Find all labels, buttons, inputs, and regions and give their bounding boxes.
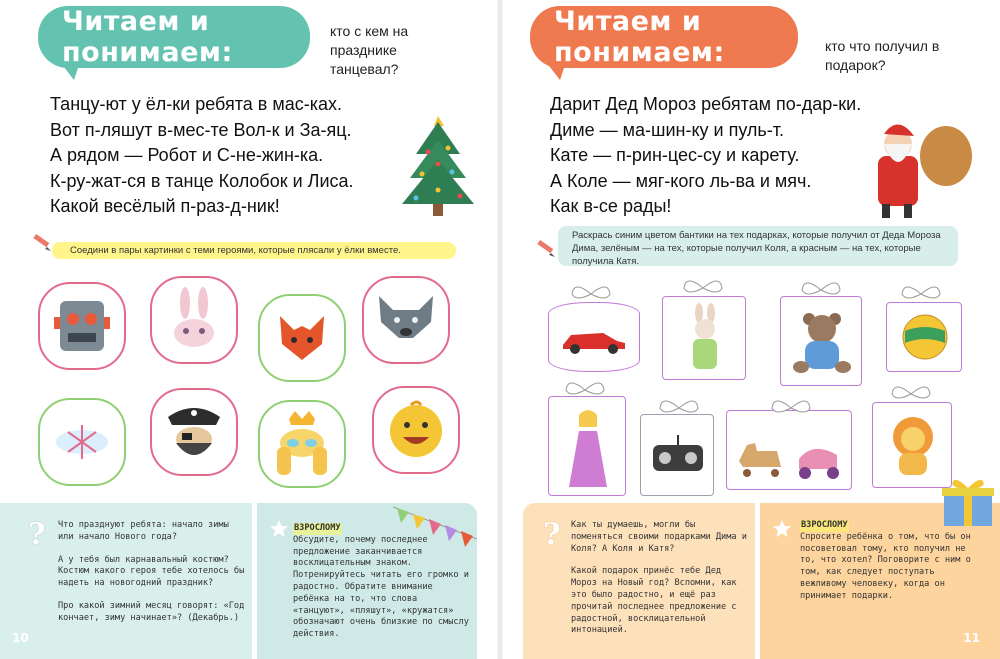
wolf-face-icon: [373, 292, 439, 348]
car-gift[interactable]: [548, 302, 640, 372]
robot-mask[interactable]: [38, 282, 126, 370]
question-mark-icon: ?: [543, 517, 561, 552]
santa-claus-illustration: [858, 116, 974, 220]
left-header-title: Читаем и понимаем:: [62, 6, 233, 68]
panel-question: Как ты думаешь, могли бы поменяться своими подарками Дима и Коля? А Коля и Катя?: [571, 520, 747, 554]
left-task-instruction: Соедини в пары картинки с теми героями, которые плясали у ёлки вместе.: [52, 242, 456, 259]
teddy-bear-icon: [791, 309, 853, 379]
kolobok-mask[interactable]: [372, 386, 460, 474]
panel-question: Какой подарок принёс тебе Дед Мороз на Новый год? Вспомни, как это было радостно, и ещё раз прочитай последнее предложение с радостной, восклицательной интонацией.: [571, 566, 737, 636]
red-car-icon: [559, 325, 629, 355]
bunny-gift[interactable]: [662, 296, 746, 380]
right-page: [500, 0, 1000, 659]
adult-label: ВЗРОСЛОМУ: [801, 520, 848, 530]
poem-line: А рядом — Робот и С-не-жин-ка.: [50, 145, 324, 165]
right-header-bubble: [530, 6, 798, 68]
right-adult-text: Спросите ребёнка о том, что бы он посоветовал тому, кто получил не то, что хотел? Поговорите с ним о том, как следует поступать вежливому человеку, когда он принимает подарки.: [800, 531, 971, 601]
fox-face-icon: [272, 310, 332, 366]
left-adult-text: Обсудите, почему последнее предложение заканчивается восклицательным знаком. Потренируйтесь читать его громко и радостно. Обратите внимание ребёнка на то, что слова «танцуют», «пляшут», «кружатся» обозначают очень близкие по смыслу действия.: [293, 534, 469, 640]
bow-outline[interactable]: [898, 282, 944, 304]
left-poem: [50, 92, 410, 220]
left-bubble-tail: [60, 62, 80, 80]
right-page-number: 11: [963, 631, 980, 645]
right-adult-text-block: [800, 520, 980, 603]
left-question: кто с кем на празднике танцевал?: [330, 23, 409, 77]
bunny-toy-icon: [683, 303, 727, 377]
bow-outline[interactable]: [656, 396, 702, 418]
panel-question: Про какой зимний месяц говорят: «Год кончает, зиму начинает»? (Декабрь.): [58, 600, 245, 623]
right-task-instruction: Раскрась синим цветом бантики на тех подарках, которые получил от Деда Мороза Дима, зелёным — на тех, которые получил Коля, а красным — на тех, которые получила Катя.: [558, 226, 958, 266]
crown-mask-icon: [269, 409, 335, 479]
left-adult-panel: [257, 503, 477, 659]
star-icon: [269, 519, 289, 539]
question-mark-icon: ?: [28, 517, 46, 552]
bow-outline[interactable]: [768, 396, 814, 418]
right-header-title: Читаем и понимаем:: [554, 6, 725, 68]
poem-line: А Коле — мяг-кого ль-ва и мяч.: [550, 170, 812, 191]
pencil-icon: [534, 236, 556, 258]
hare-mask[interactable]: [150, 276, 238, 364]
left-questions-text: [58, 520, 248, 636]
bow-outline[interactable]: [798, 278, 844, 300]
lion-toy-icon: [883, 413, 943, 479]
pirate-face-icon: [162, 397, 226, 467]
fox-girl-mask[interactable]: [258, 400, 346, 488]
poem-line: Танцу-ют у ёл-ки ребята в мас-ках.: [50, 94, 342, 114]
bow-outline[interactable]: [888, 382, 934, 404]
right-questions-panel: [523, 503, 755, 659]
star-icon: [772, 519, 792, 539]
left-questions-panel: [0, 503, 252, 659]
pencil-icon: [30, 230, 52, 252]
ball-gift[interactable]: [886, 302, 962, 372]
remote-control-icon: [649, 435, 707, 475]
kolobok-face-icon: [383, 397, 449, 463]
poem-line: Какой весёлый п-раз-д-ник!: [50, 196, 280, 216]
adult-label: ВЗРОСЛОМУ: [294, 523, 341, 533]
carriage-gift[interactable]: [726, 410, 852, 490]
horse-carriage-icon: [733, 431, 849, 483]
princess-gift[interactable]: [548, 396, 626, 496]
pirate-mask[interactable]: [150, 388, 238, 476]
panel-question: А у тебя был карнавальный костюм? Костюм какого героя тебе хотелось бы надеть на новогодний праздник?: [58, 554, 245, 589]
wolf-mask[interactable]: [362, 276, 450, 364]
bow-outline[interactable]: [680, 276, 726, 298]
ball-icon: [901, 313, 949, 361]
present-box-icon: [940, 474, 996, 528]
poem-line: Вот п-ляшут в-мес-те Вол-к и За-яц.: [50, 119, 352, 140]
poem-line: Дарит Дед Мороз ребятам по-дар-ки.: [550, 94, 862, 114]
left-page-number: 10: [12, 631, 29, 645]
hare-face-icon: [164, 285, 224, 355]
right-question: кто что получил в подарок?: [825, 38, 940, 73]
right-bubble-tail: [546, 62, 566, 80]
teddy-bear-gift[interactable]: [780, 296, 862, 386]
panel-question: Что празднуют ребята: начало зимы или начало Нового года?: [58, 520, 229, 542]
snowflake-mask[interactable]: [38, 398, 126, 486]
poem-line: Как в-се рады!: [550, 196, 672, 216]
poem-line: Диме — ма-шин-ку и пуль-т.: [550, 119, 785, 140]
christmas-tree-illustration: [398, 112, 478, 222]
poem-line: К-ру-жат-ся в танце Колобок и Лиса.: [50, 170, 354, 191]
left-adult-text-block: [293, 523, 473, 641]
poem-line: Кате — п-рин-цес-су и карету.: [550, 145, 800, 165]
fox-mask[interactable]: [258, 294, 346, 382]
snowflake-icon: [50, 417, 114, 467]
princess-doll-icon: [565, 407, 611, 491]
bow-outline[interactable]: [568, 282, 614, 304]
left-header-bubble: [38, 6, 310, 68]
right-poem: [550, 92, 890, 220]
bow-outline[interactable]: [562, 378, 608, 400]
right-questions-text: [571, 520, 751, 648]
remote-control-gift[interactable]: [640, 414, 714, 496]
robot-face-icon: [50, 293, 114, 359]
